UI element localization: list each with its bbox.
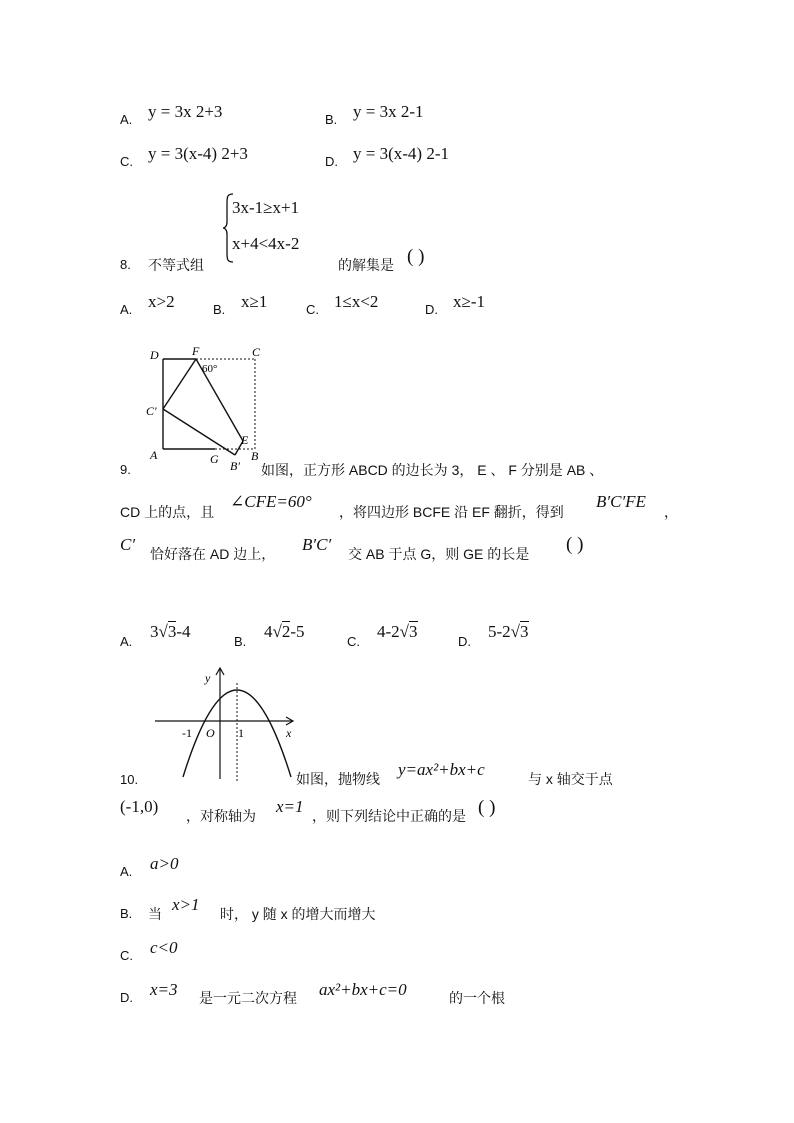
q7-option-d-expr: y = 3(x-4) 2-1 (353, 144, 449, 163)
q9-number: 9. (120, 462, 131, 477)
q10-line1-a: 如图，抛物线 (296, 771, 380, 787)
q10-label-one: 1 (238, 726, 244, 740)
q10-option-b-cond: x>1 (172, 895, 200, 914)
q9-line2-a: CD 上的点，且 (120, 504, 215, 520)
q8-option-b-label: B. (213, 302, 226, 317)
q8-option-b-expr: x≥1 (241, 292, 268, 311)
q10-option-b-label: B. (120, 906, 133, 921)
q10-option-c-label: C. (120, 948, 133, 963)
q8-number: 8. (120, 257, 131, 272)
q9-line1: 如图，正方形 ABCD 的边长为 3， E 、 F 分别是 AB 、 (261, 462, 604, 478)
q9-line3-a: 恰好落在 AD 边上， (150, 546, 276, 562)
q9-line3-bc: B′C′ (302, 535, 332, 554)
q7-option-a-expr: y = 3x 2+3 (148, 102, 223, 121)
q8-option-a-expr: x>2 (148, 292, 175, 311)
q9-label-angle: 60° (202, 363, 218, 375)
q9-label-c: C (252, 345, 261, 359)
q9-option-b-label: B. (234, 634, 247, 649)
q10-line2-b: ，则下列结论中正确的是 (312, 808, 466, 824)
q10-option-c-expr: c<0 (150, 938, 178, 957)
q8-option-c-label: C. (306, 302, 319, 317)
q10-line2-axis: x=1 (276, 797, 304, 816)
q9-line3-cprime: C′ (120, 535, 136, 554)
q7-option-b-label: B. (325, 112, 338, 127)
q8-suffix: 的解集是 (338, 257, 394, 273)
q9-label-b: B (251, 449, 259, 463)
q9-label-a: A (150, 448, 158, 462)
q9-label-bprime: B′ (230, 459, 240, 473)
q10-option-a-label: A. (120, 864, 133, 879)
q10-option-d-text1: 是一元二次方程 (199, 990, 297, 1006)
q10-line1-b: 与 x 轴交于点 (528, 771, 613, 787)
q9-label-e: E (241, 433, 249, 447)
q8-prefix: 不等式组 (148, 257, 204, 273)
q10-option-d-root: x=3 (150, 980, 178, 999)
q10-label-neg1: -1 (182, 726, 192, 740)
q9-square-figure (145, 343, 270, 473)
q8-option-d-expr: x≥-1 (453, 292, 485, 311)
q7-option-c-label: C. (120, 154, 133, 169)
q7-option-a-label: A. (120, 112, 133, 127)
q9-option-d-expr: 5-2√3 (488, 622, 529, 641)
q9-option-c-expr: 4-2√3 (377, 622, 418, 641)
q10-option-d-text2: 的一个根 (449, 990, 505, 1006)
q7-option-d-label: D. (325, 154, 338, 169)
q9-line2-b: ，将四边形 BCFE 沿 EF 翻折，得到 (339, 504, 564, 520)
q7-option-b-expr: y = 3x 2-1 (353, 102, 424, 121)
q9-option-a-expr: 3√3-4 (150, 622, 191, 641)
q10-option-d-label: D. (120, 990, 133, 1005)
q8-option-a-label: A. (120, 302, 133, 317)
q10-number: 10. (120, 772, 139, 787)
q9-answer-paren: ( ) (566, 534, 584, 555)
q9-line2-angle: ∠CFE=60° (230, 492, 312, 511)
q10-label-y: y (205, 671, 211, 685)
q8-system-line2: x+4<4x-2 (232, 234, 300, 253)
q10-line1-expr: y=ax²+bx+c (398, 760, 485, 779)
q9-option-a-label: A. (120, 634, 133, 649)
q9-option-d-label: D. (458, 634, 471, 649)
q7-option-c-expr: y = 3(x-4) 2+3 (148, 144, 248, 163)
q8-system-line1: 3x-1≥x+1 (232, 198, 300, 217)
q9-line2-c: ， (664, 504, 678, 520)
q10-label-x: x (286, 726, 292, 740)
q8-option-d-label: D. (425, 302, 438, 317)
q10-label-origin: O (206, 726, 215, 740)
q9-line3-b: 交 AB 于点 G，则 GE 的长是 (348, 546, 530, 562)
q10-parabola-figure (150, 665, 300, 783)
q9-option-c-label: C. (347, 634, 360, 649)
q9-label-g: G (210, 452, 219, 466)
q9-option-b-expr: 4√2-5 (264, 622, 305, 641)
q10-option-b-when: 当 (148, 906, 162, 922)
q9-label-f: F (192, 344, 200, 358)
q9-label-cprime: C′ (146, 404, 157, 418)
q10-line2-a: ，对称轴为 (186, 808, 256, 824)
q9-line2-quad: B′C′FE (596, 492, 646, 511)
q8-option-c-expr: 1≤x<2 (334, 292, 379, 311)
q9-label-d: D (150, 348, 159, 362)
q10-line2-point: (-1,0) (120, 797, 159, 816)
q10-answer-paren: ( ) (478, 797, 496, 818)
q10-option-d-equation: ax²+bx+c=0 (319, 980, 407, 999)
q10-option-b-text: 时， y 随 x 的增大而增大 (220, 906, 376, 922)
q10-option-a-expr: a>0 (150, 854, 179, 873)
q8-answer-paren: ( ) (407, 246, 425, 267)
